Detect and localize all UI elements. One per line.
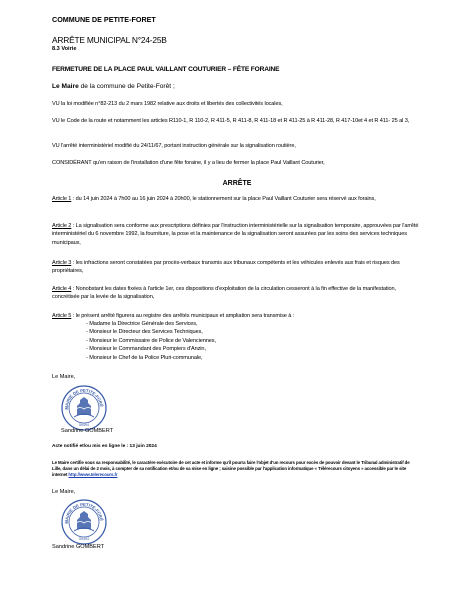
telerecours-link[interactable]: http://www.telerecours.fr	[68, 472, 118, 478]
article-2-text: : La signalisation sera conforme aux prescriptions définies par l'instruction interministérielle sur la signalisation temporaire, approuvées par l'arrêté interministériel du 6 novembre 1992, la fourniture, la pose et la maintenance de la signalisation seront assurées par les soins des services techniques municipaux,	[52, 223, 419, 246]
article-4-text: : Nonobstant les dates fixées à l'article 1er, ces dispositions d'exploitation de la circulation cesseront à la fin effective de la manifestation, concrétisée par la levée de la signalisation,	[52, 286, 397, 301]
arrete-heading: ARRÊTE	[222, 180, 252, 187]
arrete-object: FERMETURE DE LA PLACE PAUL VAILLANT COUTURIER – FÊTE FORAINE	[52, 66, 280, 73]
article-4-label: Article 4	[52, 286, 72, 292]
article-3-text: : les infractions seront constatées par procès-verbaux transmis aux tribunaux compétents et les véhicules enlevés aux frais et risques des propriétaires,	[52, 260, 400, 275]
mairie-seal-1	[60, 384, 108, 432]
visa-1: VU la loi modifiée n°82-213 du 2 mars 1982 relative aux droits et libertés des collectivités locales,	[52, 101, 283, 107]
signature-1-name: Sandrine GOMBERT	[61, 428, 114, 434]
signature-1-role: Le Maire,	[52, 374, 76, 380]
article-2-label: Article 2	[52, 223, 72, 229]
article-5-label: Article 5	[52, 313, 72, 319]
ampliation-item: - Monsieur le Chef de la Police Pluri-communale,	[86, 354, 203, 361]
ampliation-item: - Monsieur le Commissaire de Police de Valenciennes,	[86, 337, 216, 344]
article-2	[52, 222, 422, 247]
article-1-text: : du 14 juin 2024 à 7h00 au 16 juin 2024 à 20h00, le stationnement sur la place Paul Vaillant Couturier sera réservé aux forains,	[71, 196, 376, 202]
seal-1-code: 59494	[79, 423, 89, 427]
legal-notice	[52, 460, 412, 479]
arrete-subtitle: 8.3 Voirie	[52, 46, 77, 52]
legal-text: Le Maire certifie sous sa responsabilité, le caractère exécutoire de cet acte et informe qu'il pourra faire l'objet d'un recours pour excès de pouvoir devant le Tribunal administratif de Lille, dans un délai de 2 mois, à compter de sa notification et/ou de sa mise en ligne ; saisine possible par l'application informatique « Télérecours citoyens » accessible par le site internet	[52, 460, 410, 478]
visa-2: VU le Code de la route et notamment les articles R110-1, R 110-2, R 411-5, R 411-8, R 411-18 et R 411-25 à R 411-28, R 417-10et 4 et R 411- 25 al 3,	[52, 118, 410, 124]
intro-maire: Le Maire	[52, 83, 79, 90]
ampliation-item: - Madame la Directrice Générale des Services,	[86, 321, 198, 327]
intro-line	[52, 84, 175, 91]
ampliation-list	[86, 320, 386, 362]
commune-name: COMMUNE DE PETITE-FORET	[52, 15, 156, 24]
article-5-text: : le présent arrêté figurera au registre des arrêtés municipaux et ampliation sera transmise à :	[71, 313, 295, 319]
signature-2-role: Le Maire,	[52, 489, 76, 495]
signature-2-name: Sandrine GOMBERT	[52, 544, 105, 550]
ampliation-item: - Monsieur le Directeur des Services Techniques,	[86, 329, 203, 336]
ampliation-item: - Monsieur le Commandant des Pompiers d'Anzin,	[86, 346, 206, 353]
arrete-number: ARRÊTE MUNICIPAL N°24-25B	[52, 35, 167, 45]
considerant: CONSIDÉRANT qu'en raison de l'installation d'une fête foraine, il y a lieu de fermer la place Paul Vaillant Couturier,	[52, 160, 325, 166]
intro-rest: de la commune de Petite-Forêt ;	[78, 83, 175, 90]
seal-2-code: 59494	[79, 537, 89, 541]
mairie-seal-2	[60, 498, 108, 546]
article-3	[52, 259, 422, 276]
seal-2-text: MAIRIE DE PETITE-FORÊ	[63, 501, 104, 524]
seal-1-text: MAIRIE DE PETITE-FORÊ	[63, 387, 104, 410]
visa-3: VU l'arrêté interministériel modifié du 24/11/67, portant instruction générale sur la signalisation routière,	[52, 143, 296, 149]
article-3-label: Article 3	[52, 260, 72, 266]
notification-date: Acte notifié et/ou mis en ligne le : 13 juin 2024	[52, 444, 157, 449]
article-1-label: Article 1	[52, 196, 72, 202]
article-4	[52, 285, 422, 302]
article-1	[52, 195, 422, 203]
